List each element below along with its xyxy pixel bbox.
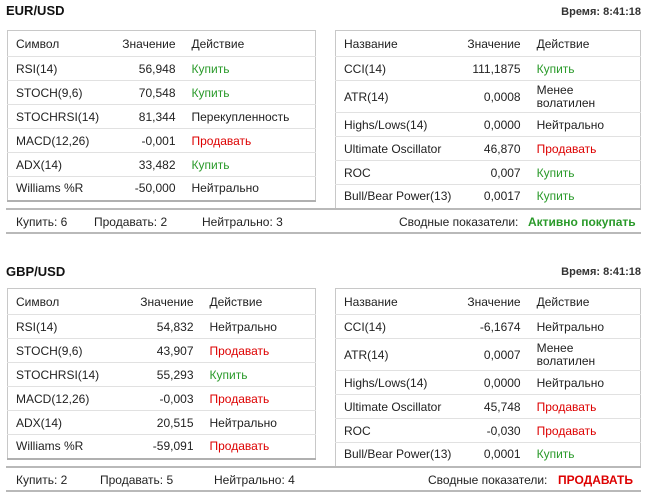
col-action: Действие	[536, 294, 590, 309]
table-row	[336, 419, 641, 443]
indicator-name: Ultimate Oscillator	[336, 137, 460, 161]
indicator-name: ATR(14)	[336, 81, 460, 113]
summary-overall-value: ПРОДАВАТЬ	[558, 473, 633, 487]
indicator-value: 43,907	[108, 339, 202, 363]
indicator-name: MACD(12,26)	[8, 387, 108, 411]
col-value: Значение	[140, 294, 194, 309]
indicator-action: Купить	[184, 57, 316, 81]
indicator-name: ROC	[336, 419, 460, 443]
col-symbol: Символ	[16, 36, 60, 51]
indicator-value: -50,000	[108, 177, 184, 201]
indicator-name: MACD(12,26)	[8, 129, 108, 153]
indicator-name: Williams %R	[8, 177, 108, 201]
table-row	[336, 57, 641, 81]
indicator-name: RSI(14)	[8, 315, 108, 339]
indicators-table	[335, 30, 641, 210]
indicator-value: 54,832	[108, 315, 202, 339]
update-time: Время: 8:41:18	[561, 6, 641, 18]
indicator-name: STOCHRSI(14)	[8, 105, 108, 129]
table-row	[8, 129, 316, 153]
indicator-action: Купить	[202, 363, 316, 387]
indicator-action: Купить	[529, 161, 641, 185]
indicator-name: CCI(14)	[336, 57, 460, 81]
col-action: Действие	[536, 36, 590, 51]
indicators-table	[335, 288, 641, 468]
update-time: Время: 8:41:18	[561, 266, 641, 278]
indicator-value: -59,091	[108, 435, 202, 459]
indicator-value: 0,007	[459, 161, 528, 185]
indicator-value: 0,0000	[459, 371, 528, 395]
indicator-value: -0,001	[108, 129, 184, 153]
table-header	[8, 289, 316, 315]
table-row	[8, 153, 316, 177]
summary-overall-label: Сводные показатели:	[428, 473, 548, 487]
table-row	[336, 185, 641, 209]
indicator-name: STOCH(9,6)	[8, 339, 108, 363]
indicator-value: 20,515	[108, 411, 202, 435]
indicator-name: Highs/Lows(14)	[336, 113, 460, 137]
col-value: Значение	[122, 36, 176, 51]
indicator-action: Купить	[529, 443, 641, 467]
table-row	[336, 137, 641, 161]
indicator-action: Перекупленность	[184, 105, 316, 129]
indicator-action: Нейтрально	[529, 315, 641, 339]
indicator-value: -0,003	[108, 387, 202, 411]
indicator-name: ADX(14)	[8, 153, 108, 177]
table-row	[8, 387, 316, 411]
table-row	[336, 395, 641, 419]
summary-sell-count: Продавать: 2	[94, 215, 168, 229]
indicator-value: 81,344	[108, 105, 184, 129]
table-row	[8, 57, 316, 81]
oscillators-table	[7, 30, 316, 202]
indicator-action: Менее волатилен	[529, 339, 641, 371]
indicator-action: Нейтрально	[202, 315, 316, 339]
indicator-value: 55,293	[108, 363, 202, 387]
indicator-name: Highs/Lows(14)	[336, 371, 460, 395]
col-value: Значение	[467, 294, 521, 309]
table-row	[336, 371, 641, 395]
indicator-action: Нейтрально	[529, 371, 641, 395]
table-row	[8, 177, 316, 201]
indicator-action: Продавать	[529, 419, 641, 443]
indicator-action: Продавать	[202, 387, 316, 411]
indicator-value: 33,482	[108, 153, 184, 177]
indicator-action: Продавать	[529, 137, 641, 161]
col-name: Название	[344, 36, 398, 51]
indicator-name: STOCHRSI(14)	[8, 363, 108, 387]
indicator-value: 111,1875	[459, 57, 528, 81]
indicator-value: -0,030	[459, 419, 528, 443]
summary-neutral-count: Нейтрально: 4	[214, 473, 295, 487]
indicator-action: Купить	[184, 153, 316, 177]
section-eurusd	[0, 0, 647, 240]
summary-buy-count: Купить: 6	[16, 215, 68, 229]
summary-bar	[6, 208, 641, 234]
summary-bar	[6, 466, 641, 492]
indicator-action: Нейтрально	[202, 411, 316, 435]
indicator-action: Купить	[529, 185, 641, 209]
summary-overall-value: Активно покупать	[528, 215, 636, 229]
summary-neutral-count: Нейтрально: 3	[202, 215, 283, 229]
pair-title: EUR/USD	[6, 3, 65, 18]
table-row	[336, 113, 641, 137]
indicator-action: Купить	[529, 57, 641, 81]
indicator-value: 0,0000	[459, 113, 528, 137]
table-row	[8, 81, 316, 105]
section-gbpusd	[0, 258, 647, 500]
table-row	[336, 315, 641, 339]
indicator-name: Bull/Bear Power(13)	[336, 443, 460, 467]
indicator-name: RSI(14)	[8, 57, 108, 81]
indicator-value: -6,1674	[459, 315, 528, 339]
col-action: Действие	[209, 294, 263, 309]
indicator-name: Ultimate Oscillator	[336, 395, 460, 419]
indicator-name: Bull/Bear Power(13)	[336, 185, 460, 209]
table-row	[8, 435, 316, 459]
table-row	[8, 315, 316, 339]
summary-sell-count: Продавать: 5	[100, 473, 174, 487]
table-row	[336, 81, 641, 113]
indicator-action: Купить	[184, 81, 316, 105]
indicator-name: CCI(14)	[336, 315, 460, 339]
table-row	[336, 161, 641, 185]
indicator-value: 0,0008	[459, 81, 528, 113]
table-row	[8, 411, 316, 435]
indicator-name: Williams %R	[8, 435, 108, 459]
indicator-action: Нейтрально	[529, 113, 641, 137]
indicator-value: 46,870	[459, 137, 528, 161]
indicator-value: 56,948	[108, 57, 184, 81]
indicator-action: Продавать	[529, 395, 641, 419]
indicator-value: 0,0017	[459, 185, 528, 209]
table-header	[336, 31, 641, 57]
indicator-action: Продавать	[184, 129, 316, 153]
table-row	[336, 339, 641, 371]
pair-title: GBP/USD	[6, 264, 66, 279]
indicator-name: ATR(14)	[336, 339, 460, 371]
col-value: Значение	[467, 36, 521, 51]
summary-buy-count: Купить: 2	[16, 473, 68, 487]
indicator-name: ADX(14)	[8, 411, 108, 435]
indicator-action: Продавать	[202, 435, 316, 459]
indicator-name: ROC	[336, 161, 460, 185]
table-row	[8, 363, 316, 387]
indicator-name: STOCH(9,6)	[8, 81, 108, 105]
table-row	[8, 105, 316, 129]
table-header	[8, 31, 316, 57]
col-action: Действие	[191, 36, 245, 51]
table-header	[336, 289, 641, 315]
indicator-value: 0,0007	[459, 339, 528, 371]
oscillators-table	[7, 288, 316, 460]
summary-overall-label: Сводные показатели:	[399, 215, 519, 229]
table-row	[336, 443, 641, 467]
indicator-value: 0,0001	[459, 443, 528, 467]
indicator-action: Продавать	[202, 339, 316, 363]
indicator-value: 70,548	[108, 81, 184, 105]
col-name: Название	[344, 294, 398, 309]
indicator-value: 45,748	[459, 395, 528, 419]
indicator-action: Менее волатилен	[529, 81, 641, 113]
col-symbol: Символ	[16, 294, 60, 309]
table-row	[8, 339, 316, 363]
indicator-action: Нейтрально	[184, 177, 316, 201]
